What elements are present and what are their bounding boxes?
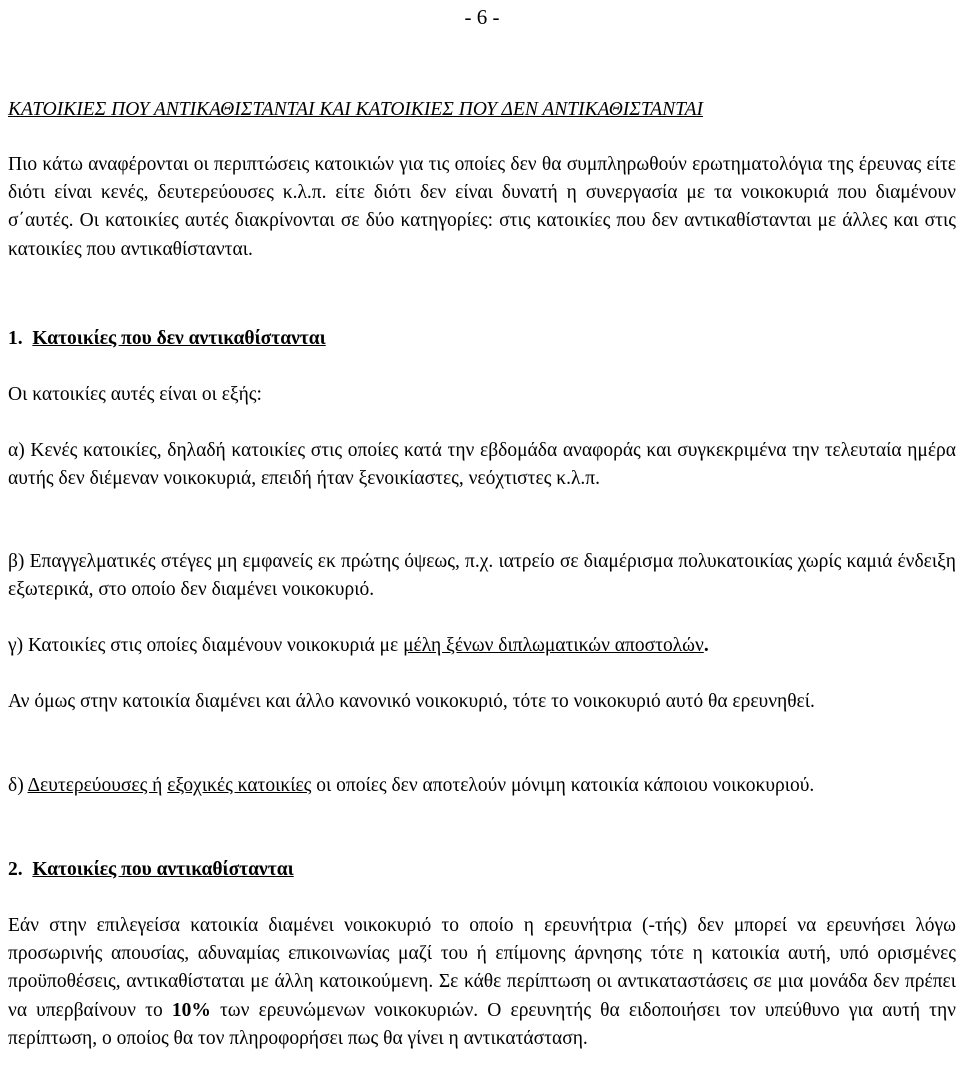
section-2-number: 2. bbox=[8, 859, 23, 880]
item-c-underlined: μέλη ξένων διπλωματικών αποστολών bbox=[403, 635, 704, 656]
section-2-heading bbox=[8, 856, 956, 884]
item-b bbox=[8, 548, 956, 604]
document-title bbox=[8, 96, 956, 124]
intro-text: Πιο κάτω αναφέρονται οι περιπτώσεις κατοικιών για τις οποίες δεν θα συμπληρωθούν ερωτηματολόγια της έρευνας είτε διότι είναι κενές, δευτερεύουσες κ.λ.π. είτε διότι δεν είναι δυνατή η συνεργασία με τα νοικοκυριά που διαμένουν σ΄αυτές. Οι κατοικίες αυτές διακρίνονται σε δύο κατηγορίες: στις κατοικίες που δεν αντικαθίστανται με άλλες και στις κατοικίες που αντικαθίστανται. bbox=[8, 154, 956, 260]
section-2-text: Εάν στην επιλεγείσα κατοικία διαμένει νοικοκυριό το οποίο η ερευνήτρια (-τής) δεν μπορεί να ερευνήσει λόγω προσωρινής απουσίας, αδυναμίας επικοινωνίας μαζί του ή επίμονης άρνησης τότε η κατοικία αυτή, υπό ορισμένες προϋποθέσεις, αντικαθίσταται με άλλη κατοικούμενη. Σε κάθε περίπτωση οι αντικαταστάσεις σε μια μονάδα δεν πρέπει να υπερβαίνουν το bbox=[8, 915, 956, 1021]
section-1-lead-text: Οι κατοικίες αυτές είναι οι εξής: bbox=[8, 384, 262, 405]
item-c-text: γ) Κατοικίες στις οποίες διαμένουν νοικοκυριά με bbox=[8, 635, 404, 656]
section-1-title: Κατοικίες που δεν αντικαθίστανται bbox=[32, 328, 326, 349]
section-1-heading bbox=[8, 325, 956, 353]
intro-paragraph bbox=[8, 151, 956, 264]
item-d-prefix: δ) bbox=[8, 775, 28, 796]
page-number: - 6 - bbox=[464, 5, 500, 29]
item-d-text: οι οποίες δεν αποτελούν μόνιμη κατοικία κάποιου νοικοκυριού. bbox=[311, 775, 815, 796]
item-a-text: α) Κενές κατοικίες, δηλαδή κατοικίες στις οποίες κατά την εβδομάδα αναφοράς και συγκεκριμένα την τελευταία ημέρα αυτής δεν διέμεναν νοικοκυριά, επειδή ήταν ξενοικίαστες, νεόχτιστες κ.λ.π. bbox=[8, 440, 956, 490]
item-d-underlined-1: Δευτερεύουσες ή bbox=[27, 775, 163, 796]
note-paragraph bbox=[8, 688, 956, 716]
item-d-underlined-2: εξοχικές κατοικίες bbox=[167, 775, 312, 796]
section-1-lead bbox=[8, 381, 956, 409]
section-2-body bbox=[8, 912, 956, 1053]
item-a bbox=[8, 437, 956, 493]
item-d bbox=[8, 772, 956, 800]
note-text: Αν όμως στην κατοικία διαμένει και άλλο κανονικό νοικοκυριό, τότε το νοικοκυριό αυτό θα ερευνηθεί. bbox=[8, 691, 815, 712]
section-2-text-end: των ερευνώμενων νοικοκυριών. Ο ερευνητής θα ειδοποιήσει τον υπεύθυνο για αυτή την περίπτωση, ο οποίος θα τον πληροφορήσει πως θα γίνει η αντικατάσταση. bbox=[8, 999, 956, 1049]
item-c bbox=[8, 632, 956, 660]
section-2-title: Κατοικίες που αντικαθίστανται bbox=[32, 859, 294, 880]
item-c-end: . bbox=[703, 635, 709, 656]
section-1-number: 1. bbox=[8, 328, 23, 349]
section-2-percent: 10% bbox=[171, 999, 211, 1021]
document-page bbox=[8, 0, 956, 1049]
item-b-text: β) Επαγγελματικές στέγες μη εμφανείς εκ πρώτης όψεως, π.χ. ιατρείο σε διαμέρισμα πολυκατοικίας χωρίς καμιά ένδειξη εξωτερικά, στο οποίο δεν διαμένει νοικοκυριό. bbox=[8, 551, 956, 601]
title-text: ΚΑΤΟΙΚΙΕΣ ΠΟΥ ΑΝΤΙΚΑΘΙΣΤΑΝΤΑΙ ΚΑΙ ΚΑΤΟΙΚΙΕΣ ΠΟΥ ΔΕΝ ΑΝΤΙΚΑΘΙΣΤΑΝΤΑΙ bbox=[8, 99, 703, 120]
